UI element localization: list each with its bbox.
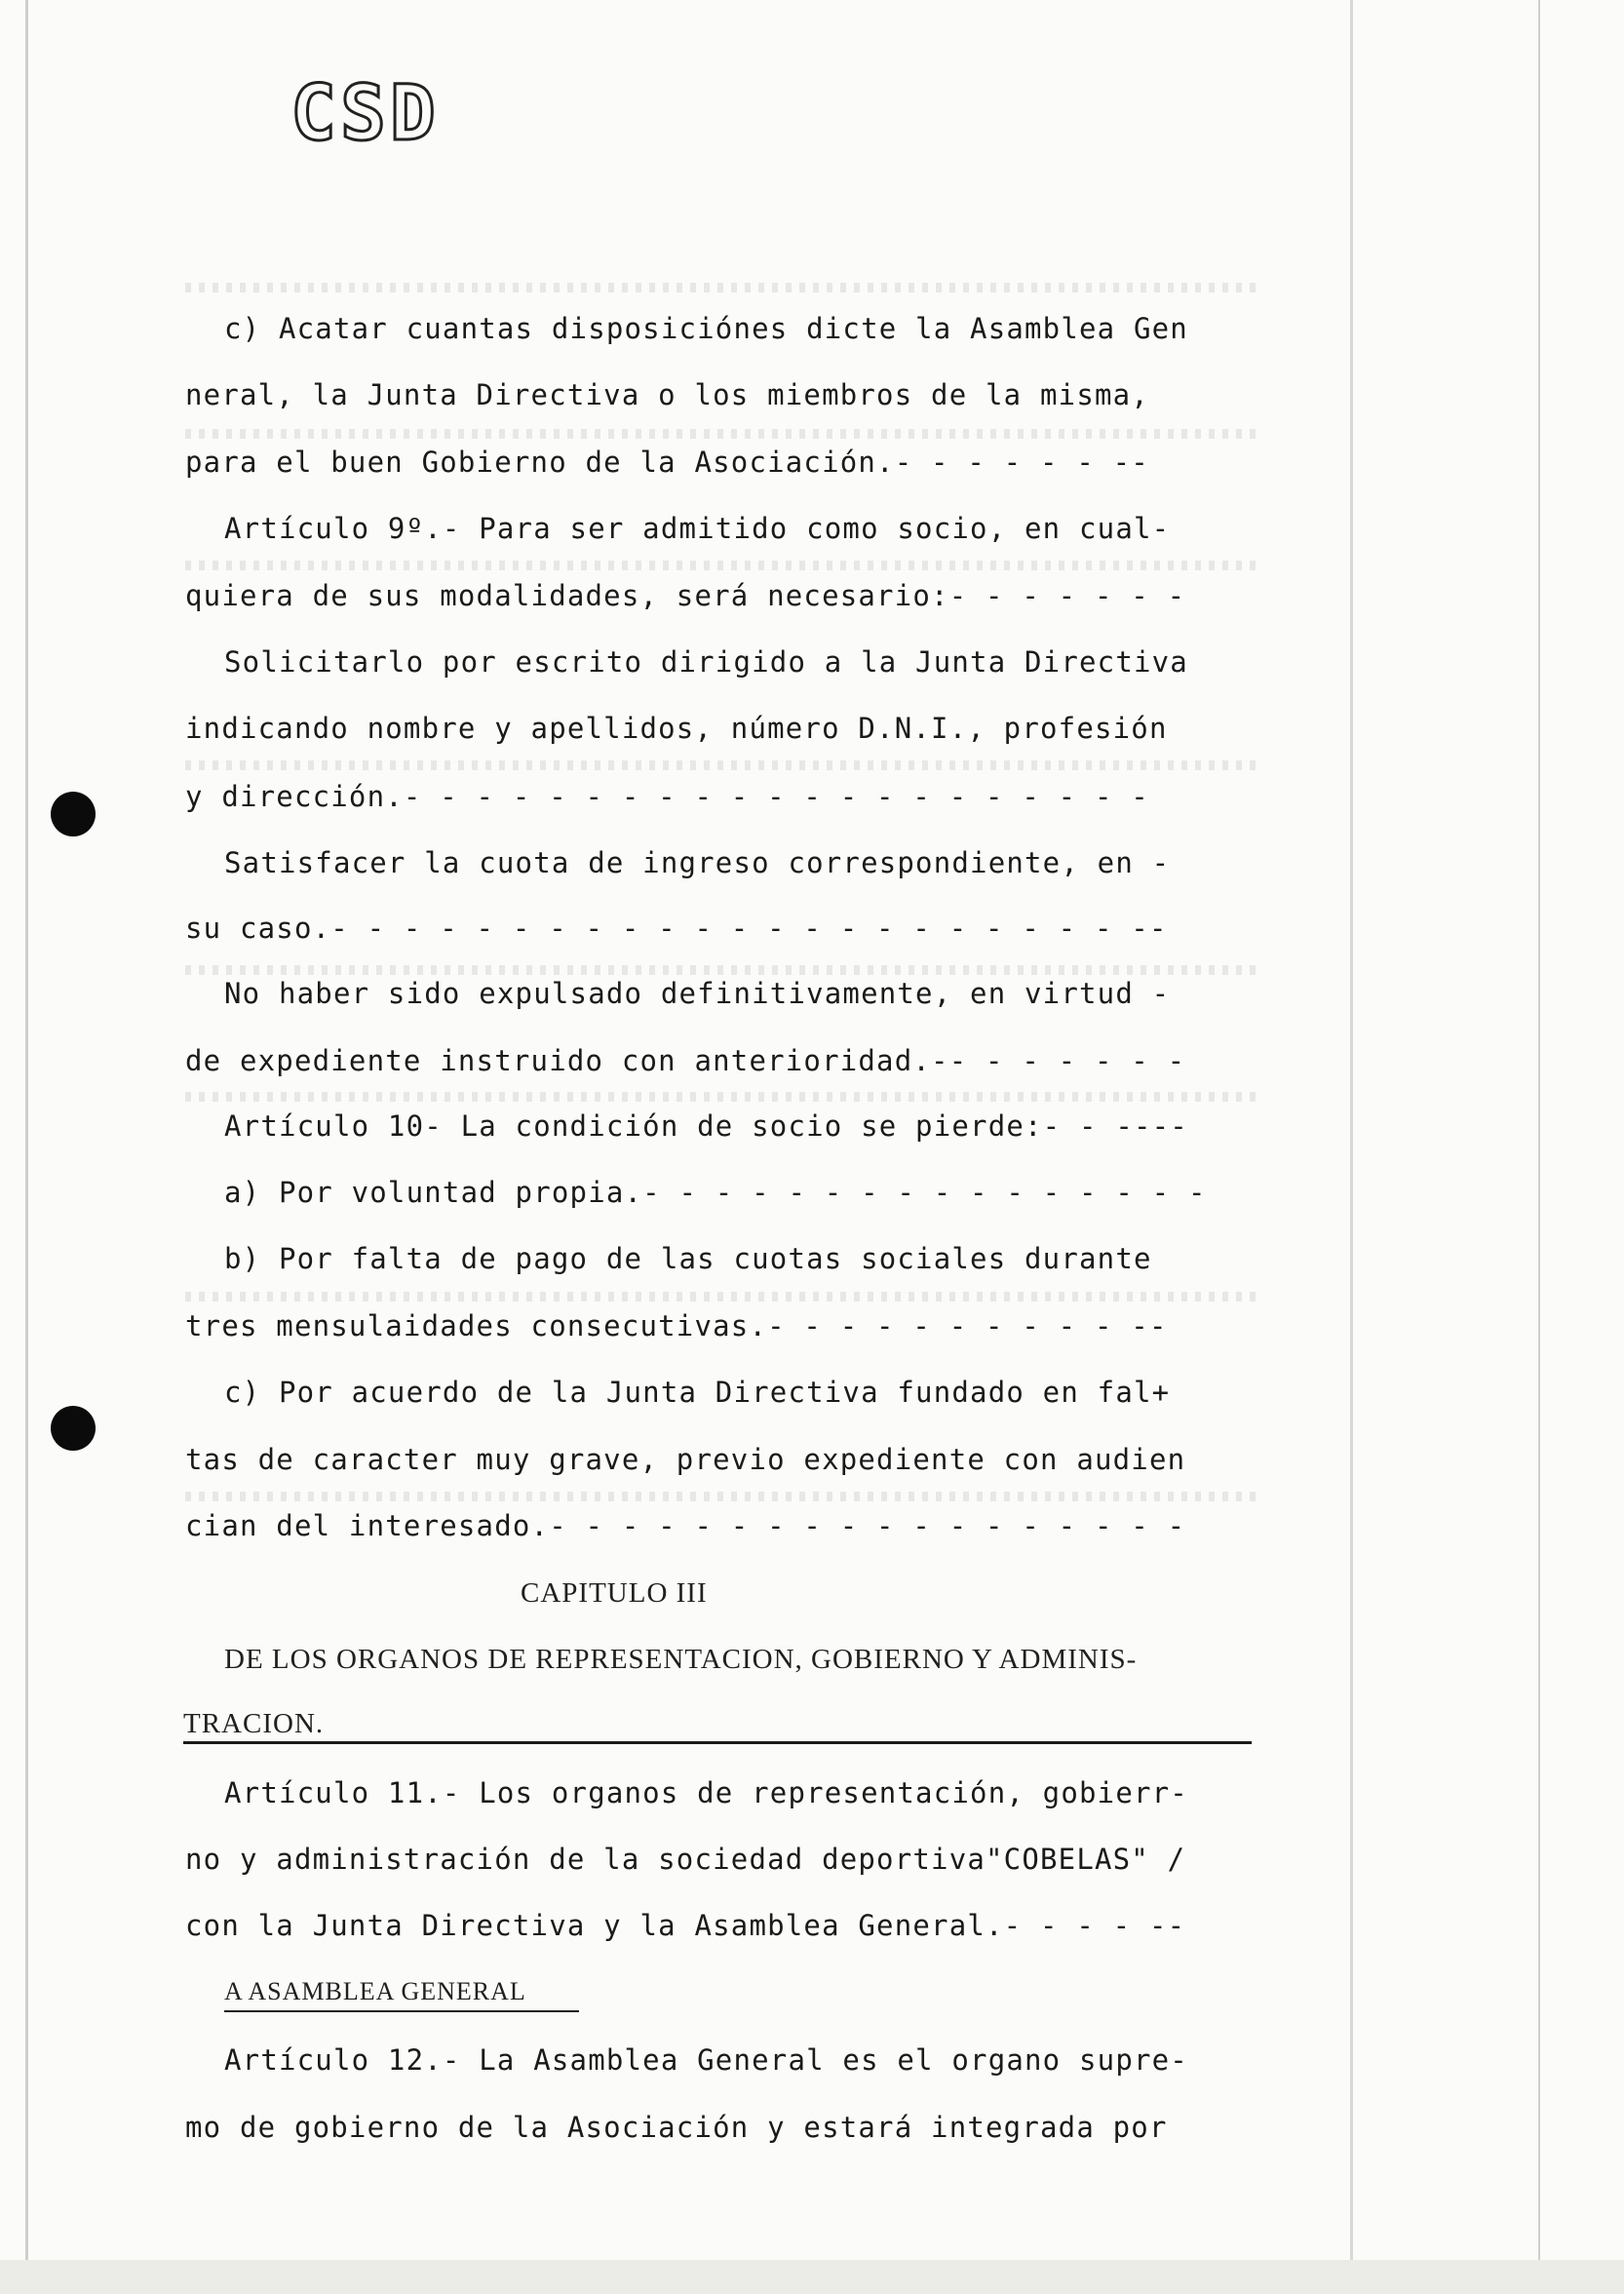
chapter-title-line-1: DE LOS ORGANOS DE REPRESENTACION, GOBIERNO Y ADMINIS- (224, 1644, 1138, 1675)
text-line: y dirección.- - - - - - - - - - - - - - - - - - - - - (185, 780, 1149, 813)
text-line: Satisfacer la cuota de ingreso correspondiente, en - (224, 846, 1171, 879)
bleed-through (185, 965, 1257, 975)
bleed-through (185, 1092, 1257, 1102)
perforated-stamp: CSD (290, 70, 440, 158)
bleed-through (185, 429, 1257, 439)
bleed-through (185, 1292, 1257, 1302)
text-line: con la Junta Directiva y la Asamblea General.- - - - -- (185, 1909, 1186, 1942)
text-line: de expediente instruido con anterioridad.-- - - - - - - (185, 1044, 1186, 1077)
text-line: c) Por acuerdo de la Junta Directiva fundado en fal+ (224, 1376, 1171, 1409)
heading-underline (183, 1741, 1252, 1744)
text-line: No haber sido expulsado definitivamente, en virtud - (224, 977, 1171, 1010)
bleed-through (185, 283, 1257, 292)
text-line: tres mensulaidades consecutivas.- - - - - - - - - - -- (185, 1309, 1168, 1342)
text-line: Artículo 9º.- Para ser admitido como socio, en cual- (224, 512, 1171, 545)
text-line: su caso.- - - - - - - - - - - - - - - - - - - - - - -- (185, 912, 1168, 945)
text-line: Solicitarlo por escrito dirigido a la Junta Directiva (224, 645, 1188, 679)
text-line: quiera de sus modalidades, será necesario:- - - - - - - (185, 579, 1186, 612)
text-line: mo de gobierno de la Asociación y estará integrada por (185, 2111, 1168, 2144)
text-line: tas de caracter muy grave, previo expediente con audien (185, 1443, 1186, 1476)
chapter-heading: CAPITULO III (521, 1577, 708, 1609)
left-page-edge (25, 0, 28, 2294)
chapter-title-line-2: TRACION. (183, 1708, 325, 1739)
text-line: c) Acatar cuantas disposiciónes dicte la Asamblea Gen (224, 312, 1188, 345)
text-line: Artículo 10- La condición de socio se pierde:- - ---- (224, 1109, 1188, 1143)
section-underline (224, 2010, 579, 2012)
text-line: a) Por voluntad propia.- - - - - - - - - - - - - - - - (224, 1176, 1207, 1209)
bleed-through (185, 561, 1257, 570)
text-line: indicando nombre y apellidos, número D.N.I., profesión (185, 712, 1168, 745)
text-line: Artículo 12.- La Asamblea General es el organo supre- (224, 2043, 1188, 2077)
text-line: cian del interesado.- - - - - - - - - - - - - - - - - - (185, 1509, 1186, 1542)
bleed-through (185, 760, 1257, 770)
text-line: para el buen Gobierno de la Asociación.- - - - - - -- (185, 446, 1149, 479)
text-line: b) Por falta de pago de las cuotas sociales durante (224, 1242, 1152, 1275)
punch-hole-bottom (51, 1406, 96, 1451)
punch-hole-top (51, 792, 96, 836)
right-page-edge (1538, 0, 1540, 2294)
text-line: no y administración de la sociedad deportiva"COBELAS" / (185, 1843, 1186, 1876)
section-heading: A ASAMBLEA GENERAL (224, 1977, 526, 2005)
text-line: Artículo 11.- Los organos de representación, gobierr- (224, 1776, 1188, 1809)
bleed-through (185, 1492, 1257, 1501)
bottom-page-edge (0, 2260, 1624, 2294)
fold-line (1350, 0, 1353, 2294)
text-line: neral, la Junta Directiva o los miembros de la misma, (185, 378, 1149, 411)
